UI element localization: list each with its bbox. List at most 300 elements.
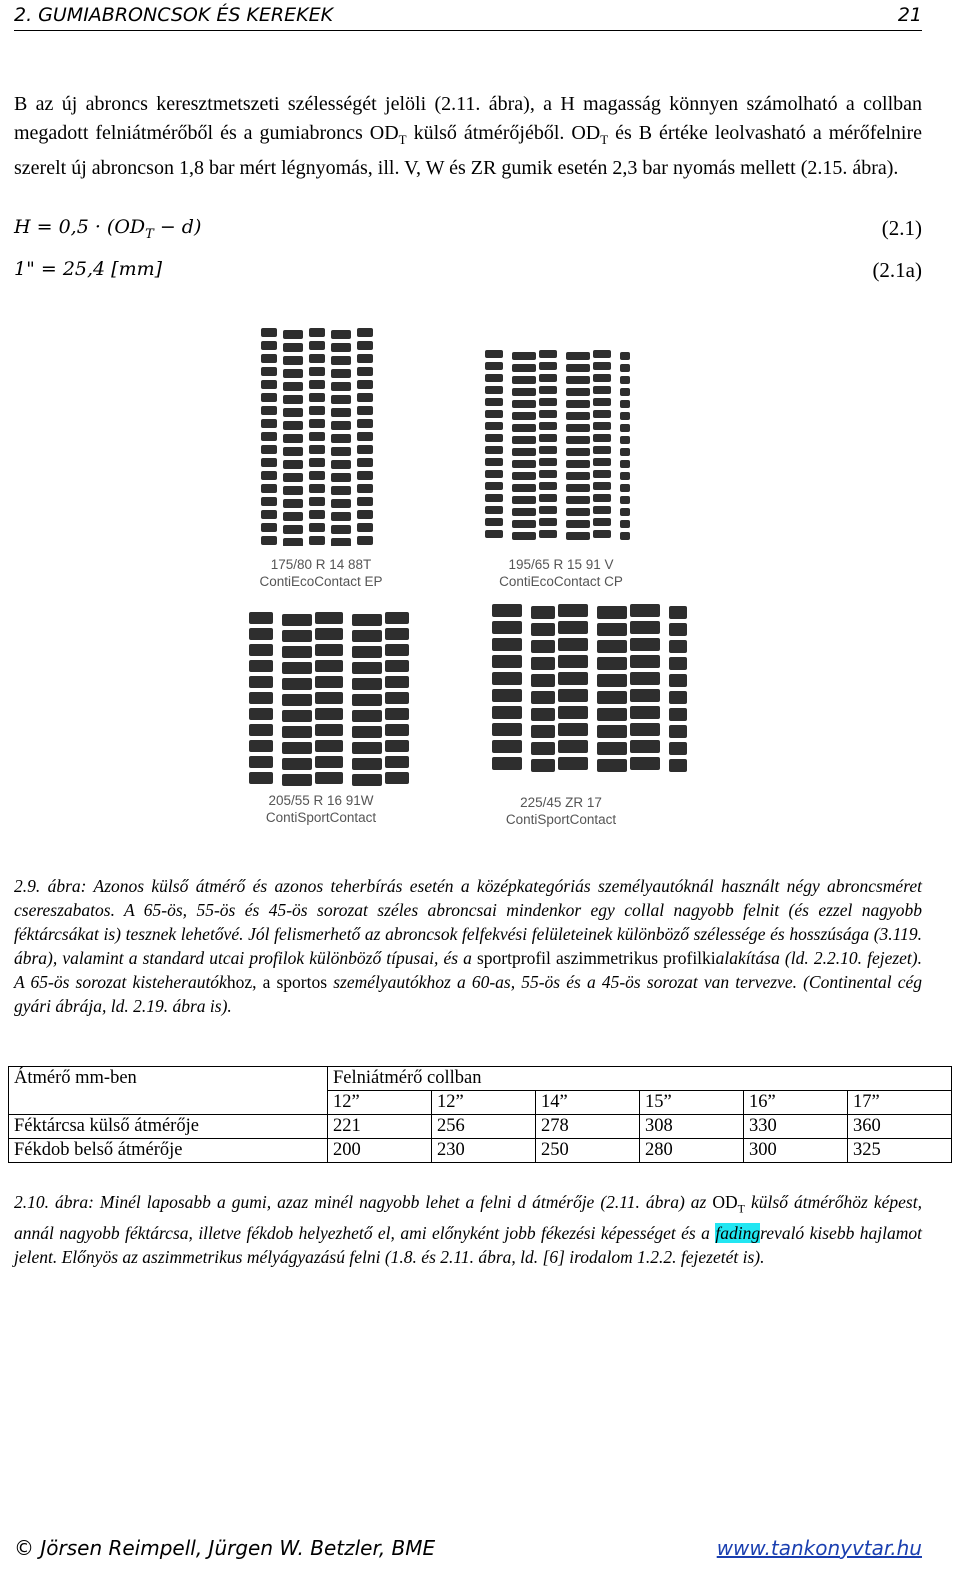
table-cell: 14” <box>536 1091 640 1115</box>
equation-subscript: T <box>145 226 154 242</box>
tread-block <box>630 740 660 753</box>
tread-block <box>331 525 351 534</box>
table-cell: 360 <box>848 1115 952 1139</box>
tread-block <box>282 678 312 690</box>
copyright-text: © Jörsen Reimpell, Jürgen W. Betzler, BME <box>14 1536 436 1560</box>
tread-block <box>315 708 343 720</box>
tread-block <box>593 446 611 454</box>
subscript-t: T <box>600 131 609 147</box>
tread-block <box>309 341 325 350</box>
tread-block <box>539 410 557 418</box>
table-row <box>9 1115 952 1139</box>
tread-block <box>620 520 630 528</box>
tread-block <box>539 350 557 358</box>
tread-block <box>539 446 557 454</box>
table-cell: 230 <box>432 1139 536 1163</box>
tread-block <box>512 388 536 396</box>
tread-block <box>249 724 273 736</box>
tread-block <box>309 497 325 506</box>
table-label-diameter: Átmérő mm-ben <box>9 1067 328 1115</box>
intro-paragraph <box>14 90 922 183</box>
tread-block <box>512 376 536 384</box>
tread-block <box>283 525 303 534</box>
tread-block <box>283 486 303 495</box>
equation-number: (2.1a) <box>872 258 922 282</box>
tread-block <box>566 364 590 372</box>
tread-block <box>485 422 503 430</box>
tread-block <box>261 328 277 337</box>
tread-block <box>357 471 373 480</box>
tread-block <box>385 740 409 752</box>
tread-block <box>593 506 611 514</box>
tread-block <box>669 708 687 721</box>
table-cell: 330 <box>744 1115 848 1139</box>
tread-block <box>566 376 590 384</box>
tread-block <box>593 362 611 370</box>
tread-block <box>512 484 536 492</box>
tread-block <box>539 422 557 430</box>
tread-block <box>512 400 536 408</box>
tread-block <box>620 376 630 384</box>
tread-block <box>249 612 273 624</box>
tread-block <box>558 757 588 770</box>
tread-block <box>630 638 660 651</box>
tread-block <box>597 623 627 636</box>
tread-block <box>357 393 373 402</box>
tread-block <box>566 496 590 504</box>
tread-block <box>485 482 503 490</box>
tread-block <box>249 628 273 640</box>
tread-block <box>620 508 630 516</box>
tread-block <box>492 655 522 668</box>
caption-text: 2.9. ábra: Azonos külső átmérő és azonos teherbírás esetén a középkategóriás személyautóknál használt négy abroncsméret csereszabatos. A 65-ös, 55-ös és 45-ös sorozat széles abroncsai mindenkor egy collal nagyobb felnit (és ezzel nagyobb féktárcsákat is) tesznek lehetővé. Jól felismerhető az abroncsok felfekvési felületeinek különböző szélessége és hosszúsága (3.119. ábra), valamint a standard utcai profilok különböző típusai, és a <box>14 876 922 968</box>
tread-block <box>566 352 590 360</box>
tread-block <box>669 623 687 636</box>
tread-block <box>492 740 522 753</box>
caption-subscript: T <box>737 1201 745 1216</box>
tread-block <box>283 473 303 482</box>
tread-block <box>261 497 277 506</box>
tread-block <box>261 432 277 441</box>
tread-block <box>531 640 555 653</box>
subscript-t: T <box>398 131 407 147</box>
tread-block <box>249 740 273 752</box>
table-cell: 12” <box>432 1091 536 1115</box>
tread-block <box>539 458 557 466</box>
tread-block <box>512 424 536 432</box>
tread-block <box>261 341 277 350</box>
tire-label-3 <box>241 792 401 826</box>
tread-block <box>620 484 630 492</box>
tread-block <box>558 621 588 634</box>
tread-block <box>630 604 660 617</box>
caption-text: személyautókhoz a 60-as, 55-ös és a 45-ös sorozat van tervezve. (Continental cég gyári ábrája, ld. 2.19. ábra is). <box>14 972 922 1016</box>
table-cell: 17” <box>848 1091 952 1115</box>
tread-block <box>669 742 687 755</box>
tread-block <box>315 676 343 688</box>
tread-block <box>485 350 503 358</box>
tread-block <box>352 726 382 738</box>
tread-block <box>283 395 303 404</box>
tread-block <box>385 644 409 656</box>
tread-block <box>309 445 325 454</box>
tread-block <box>512 436 536 444</box>
table-cell: 12” <box>328 1091 432 1115</box>
tread-block <box>669 657 687 670</box>
tread-block <box>282 758 312 770</box>
tread-block <box>357 432 373 441</box>
tread-block <box>669 759 687 772</box>
tread-block <box>593 494 611 502</box>
tread-block <box>309 367 325 376</box>
tread-block <box>531 623 555 636</box>
tread-block <box>485 362 503 370</box>
caption-text-upright: hoz, a sportos <box>226 972 328 992</box>
tread-block <box>309 354 325 363</box>
chapter-title: 2. GUMIABRONCSOK ÉS KEREKEK <box>14 4 334 26</box>
tire-size: 175/80 R 14 88T <box>270 557 372 572</box>
tread-block <box>385 628 409 640</box>
tire-model: ContiEcoContact CP <box>499 574 623 589</box>
tread-block <box>531 674 555 687</box>
tread-block <box>385 660 409 672</box>
tread-block <box>261 484 277 493</box>
tire-tread-figure <box>245 322 705 834</box>
tread-block <box>249 756 273 768</box>
tread-block <box>283 460 303 469</box>
tread-block <box>597 691 627 704</box>
tread-block <box>309 328 325 337</box>
tread-block <box>620 448 630 456</box>
tread-block <box>331 460 351 469</box>
tread-block <box>512 448 536 456</box>
tread-block <box>539 494 557 502</box>
tread-block <box>315 724 343 736</box>
tread-block <box>282 774 312 786</box>
tread-block <box>331 447 351 456</box>
tread-block <box>357 523 373 532</box>
tread-block <box>492 604 522 617</box>
tread-block <box>593 410 611 418</box>
tread-block <box>315 756 343 768</box>
table-label-rim: Felniátmérő collban <box>328 1067 952 1091</box>
tire-model: ContiEcoContact EP <box>259 574 383 589</box>
tread-block <box>352 774 382 786</box>
tread-block <box>309 432 325 441</box>
table-row-label: Féktárcsa külső átmérője <box>9 1115 328 1139</box>
tread-block <box>282 694 312 706</box>
tread-block <box>539 434 557 442</box>
tread-block <box>309 458 325 467</box>
page-number: 21 <box>897 4 922 26</box>
tread-block <box>531 606 555 619</box>
intro-text-2: külső átmérőjéből. OD <box>406 121 601 144</box>
tire-model: ContiSportContact <box>265 810 377 825</box>
tread-block <box>485 506 503 514</box>
tread-block <box>630 621 660 634</box>
tread-block <box>309 471 325 480</box>
tread-block <box>593 434 611 442</box>
highlighted-word: fading <box>715 1222 761 1243</box>
caption-text: revaló kisebb hajlamot jelent. Előnyös az aszimmetrikus mélyágyazású felni (1.8. és 2.11. ábra, ld. [6] irodalom 1.2.2. fejezetét is). <box>14 1222 922 1267</box>
tread-block <box>593 518 611 526</box>
tread-block <box>512 352 536 360</box>
tread-block <box>512 520 536 528</box>
tread-block <box>539 362 557 370</box>
tread-block <box>630 689 660 702</box>
tread-block <box>485 374 503 382</box>
tread-block <box>261 510 277 519</box>
table-cell: 308 <box>640 1115 744 1139</box>
tread-block <box>261 458 277 467</box>
caption-text-upright: sportprofil aszimmetrikus profilki <box>477 948 716 968</box>
tread-block <box>512 496 536 504</box>
caption-text: külső átmérőhöz képest, annál nagyobb féktárcsa, illetve fékdob helyezhető el, ami előnyként jobb fékezési képességet és a <box>14 1192 922 1243</box>
tread-block <box>566 460 590 468</box>
tread-block <box>566 400 590 408</box>
tread-block <box>492 638 522 651</box>
tread-block <box>669 691 687 704</box>
tread-block <box>492 672 522 685</box>
tread-block <box>352 646 382 658</box>
tread-block <box>539 482 557 490</box>
tread-block <box>630 655 660 668</box>
tread-block <box>531 725 555 738</box>
tread-block <box>249 644 273 656</box>
table-cell: 250 <box>536 1139 640 1163</box>
tread-block <box>282 710 312 722</box>
tread-block <box>566 484 590 492</box>
tread-block <box>531 759 555 772</box>
tread-block <box>539 518 557 526</box>
tire-size: 195/65 R 15 91 V <box>508 557 614 572</box>
tread-block <box>566 472 590 480</box>
tread-block <box>249 676 273 688</box>
tread-block <box>261 419 277 428</box>
tread-block <box>669 674 687 687</box>
tread-block <box>352 710 382 722</box>
tread-block <box>593 458 611 466</box>
tire-tread-1 <box>259 326 379 546</box>
tread-block <box>539 506 557 514</box>
table-row <box>9 1067 952 1091</box>
tread-block <box>315 612 343 624</box>
tread-block <box>357 510 373 519</box>
equation-number: (2.1) <box>881 216 922 240</box>
tread-block <box>331 382 351 391</box>
tire-tread-2 <box>483 348 633 542</box>
tread-block <box>492 689 522 702</box>
tread-block <box>620 532 630 540</box>
tread-block <box>315 628 343 640</box>
tread-block <box>531 657 555 670</box>
tread-block <box>283 499 303 508</box>
tread-block <box>597 657 627 670</box>
tread-block <box>331 343 351 352</box>
tread-block <box>539 374 557 382</box>
table-cell: 278 <box>536 1115 640 1139</box>
tread-block <box>357 380 373 389</box>
tread-block <box>558 706 588 719</box>
tread-block <box>597 742 627 755</box>
tread-block <box>593 398 611 406</box>
tread-block <box>309 380 325 389</box>
tread-block <box>597 606 627 619</box>
website-link[interactable]: www.tankonyvtar.hu <box>716 1536 922 1560</box>
caption-text: 2.10. ábra: Minél laposabb a gumi, azaz minél nagyobb lehet a felni d átmérője (2.11. ábra) az <box>14 1192 713 1212</box>
tread-block <box>485 446 503 454</box>
tread-block <box>282 726 312 738</box>
tread-block <box>669 640 687 653</box>
tread-block <box>630 672 660 685</box>
tread-block <box>331 538 351 546</box>
tread-block <box>331 512 351 521</box>
tread-block <box>597 725 627 738</box>
tread-block <box>331 434 351 443</box>
table-cell: 221 <box>328 1115 432 1139</box>
tread-block <box>309 393 325 402</box>
tread-block <box>597 674 627 687</box>
tread-block <box>261 471 277 480</box>
tread-block <box>282 630 312 642</box>
tread-block <box>620 412 630 420</box>
table-cell: 325 <box>848 1139 952 1163</box>
tread-block <box>597 640 627 653</box>
tread-block <box>352 662 382 674</box>
tread-block <box>492 621 522 634</box>
tread-block <box>357 419 373 428</box>
tread-block <box>282 742 312 754</box>
tread-block <box>283 356 303 365</box>
caption-text: alakítása (ld. 2.2.10. fejezet). A 65-ös sorozat kisteherautók <box>14 948 922 992</box>
tread-block <box>309 406 325 415</box>
tread-block <box>593 374 611 382</box>
tread-block <box>512 412 536 420</box>
tread-block <box>566 388 590 396</box>
tread-block <box>357 458 373 467</box>
tread-block <box>357 341 373 350</box>
figure-caption-2-10 <box>14 1190 922 1269</box>
table-cell: 256 <box>432 1115 536 1139</box>
tread-block <box>352 758 382 770</box>
tread-block <box>485 518 503 526</box>
tread-block <box>669 725 687 738</box>
equation-2-1a <box>14 258 922 288</box>
tread-block <box>283 369 303 378</box>
tread-block <box>512 532 536 540</box>
tread-block <box>620 436 630 444</box>
tire-tread-4 <box>490 602 690 782</box>
brake-diameter-table <box>8 1066 952 1163</box>
tread-block <box>558 689 588 702</box>
tread-block <box>357 484 373 493</box>
tread-block <box>620 400 630 408</box>
tread-block <box>309 484 325 493</box>
tread-block <box>283 512 303 521</box>
tread-block <box>309 536 325 545</box>
tread-block <box>492 757 522 770</box>
tread-block <box>539 386 557 394</box>
tread-block <box>539 470 557 478</box>
tire-size: 205/55 R 16 91W <box>268 793 374 808</box>
tread-block <box>357 328 373 337</box>
tread-block <box>352 630 382 642</box>
tread-block <box>593 530 611 538</box>
tread-block <box>282 662 312 674</box>
tire-model: ContiSportContact <box>505 812 617 827</box>
tread-block <box>331 369 351 378</box>
tread-block <box>331 499 351 508</box>
tread-block <box>512 508 536 516</box>
tread-block <box>249 772 273 784</box>
tread-block <box>558 723 588 736</box>
tread-block <box>261 536 277 545</box>
tread-block <box>531 708 555 721</box>
tread-block <box>485 434 503 442</box>
tread-block <box>385 724 409 736</box>
tread-block <box>357 354 373 363</box>
tread-block <box>630 706 660 719</box>
tread-block <box>620 352 630 360</box>
tread-block <box>309 510 325 519</box>
tread-block <box>283 538 303 546</box>
tread-block <box>331 408 351 417</box>
tread-block <box>630 757 660 770</box>
tread-block <box>492 723 522 736</box>
tread-block <box>531 742 555 755</box>
tread-block <box>385 708 409 720</box>
tread-block <box>485 410 503 418</box>
tread-block <box>597 708 627 721</box>
tread-block <box>593 386 611 394</box>
tread-block <box>315 660 343 672</box>
tread-block <box>566 520 590 528</box>
tread-block <box>597 759 627 772</box>
tread-block <box>492 706 522 719</box>
tread-block <box>620 472 630 480</box>
tread-block <box>566 424 590 432</box>
tread-block <box>283 421 303 430</box>
tread-block <box>357 406 373 415</box>
tread-block <box>512 364 536 372</box>
tread-block <box>558 672 588 685</box>
tread-block <box>566 532 590 540</box>
tread-block <box>485 398 503 406</box>
tread-block <box>282 646 312 658</box>
tread-block <box>352 742 382 754</box>
tread-block <box>566 436 590 444</box>
tread-block <box>331 356 351 365</box>
table-row <box>9 1139 952 1163</box>
tread-block <box>566 412 590 420</box>
table-cell: 15” <box>640 1091 744 1115</box>
tread-block <box>593 470 611 478</box>
tread-block <box>261 354 277 363</box>
tread-block <box>309 523 325 532</box>
tread-block <box>512 460 536 468</box>
tread-block <box>283 382 303 391</box>
tread-block <box>385 612 409 624</box>
tread-block <box>385 772 409 784</box>
tread-block <box>558 740 588 753</box>
tread-block <box>282 614 312 626</box>
tread-block <box>261 406 277 415</box>
tread-block <box>315 644 343 656</box>
caption-od: OD <box>712 1192 738 1212</box>
tread-block <box>558 638 588 651</box>
tread-block <box>512 472 536 480</box>
tread-block <box>309 419 325 428</box>
